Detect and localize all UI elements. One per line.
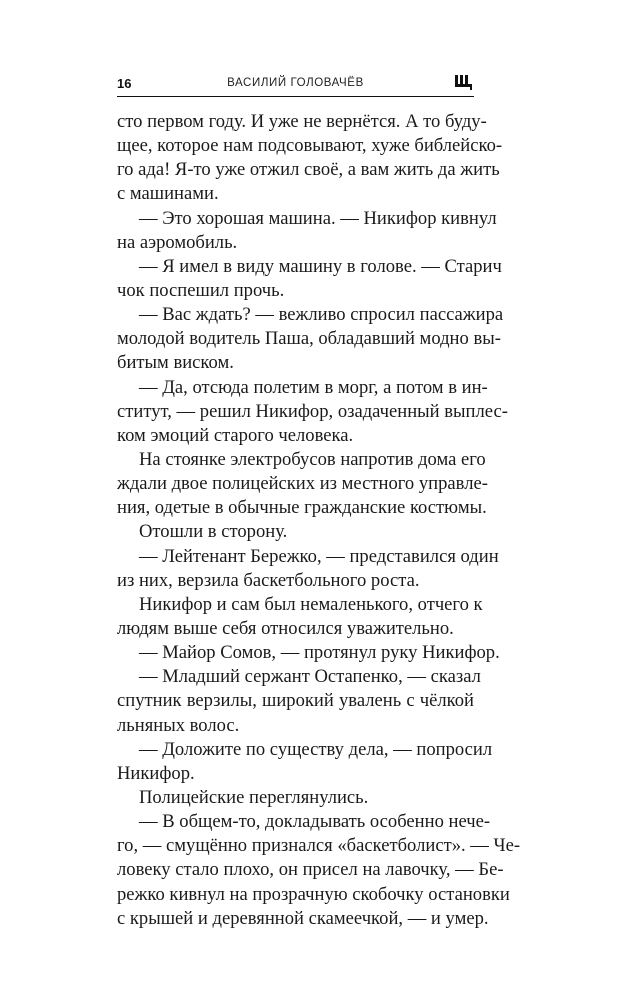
text-line: Отошли в сторону. [139,521,288,543]
text-line: ком эмоций старого человека. [117,424,354,446]
text-line: с машинами. [117,183,219,205]
text-line: — Майор Сомов, — протянул руку Никифор. [139,642,500,664]
text-line: — Я имел в виду машину в голове. — Старич [139,255,502,277]
publisher-logo-icon [454,73,474,91]
text-line: сто первом году. И уже не вернётся. А то буду- [117,111,487,132]
text-line: ловеку стало плохо, он присел на лавочку, — Бе- [117,859,504,881]
text-line: молодой водитель Паша, обладавший модно вы- [117,328,501,350]
text-line: — Младший сержант Остапенко, — сказал [139,666,481,688]
text-line: го ада! Я-то уже отжил своё, а вам жить да жить [117,159,500,181]
text-line: го, — смущённо признался «баскетболист». — Че- [117,835,521,857]
text-line: чок поспешил прочь. [117,279,285,301]
text-line: — Да, отсюда полетим в морг, а потом в ин- [139,376,488,398]
text-line: — Доложите по существу дела, — попросил [139,738,493,760]
text-line: — В общем-то, докладывать особенно нече- [139,811,491,833]
text-line: спутник верзилы, широкий увалень с чёлкой [117,690,474,712]
text-line: людям выше себя относился уважительно. [117,617,454,639]
text-line: На стоянке электробусов напротив дома его [139,448,486,470]
text-line: Никифор. [117,762,195,784]
text-line: на аэромобиль. [117,231,238,253]
text-line: — Лейтенант Бережко, — представился один [139,545,499,567]
text-line: Никифор и сам был немаленького, отчего к [139,593,483,615]
running-header [117,76,474,94]
text-line: льняных волос. [117,714,240,736]
body-text [117,110,521,931]
page-number: 16 [117,76,132,91]
text-line: щее, которое нам подсовывают, хуже библейско- [117,135,503,157]
text-line: битым виском. [117,352,234,374]
text-line: Полицейские переглянулись. [139,786,369,808]
text-line: из них, верзила баскетбольного роста. [117,569,420,591]
text-line: ния, одетые в обычные гражданские костюмы. [117,497,487,519]
text-line: ждали двое полицейских из местного управле- [117,473,488,495]
header-rule [117,96,474,97]
text-line: ститут, — решил Никифор, озадаченный выплес- [117,400,508,422]
text-line: — Это хорошая машина. — Никифор кивнул [139,207,497,229]
author-name: ВАСИЛИЙ ГОЛОВАЧЁВ [227,77,364,89]
text-line: режко кивнул на прозрачную скобочку остановки [117,883,510,905]
text-line: с крышей и деревянной скамеечкой, — и умер. [117,907,489,929]
text-line: — Вас ждать? — вежливо спросил пассажира [139,304,504,326]
